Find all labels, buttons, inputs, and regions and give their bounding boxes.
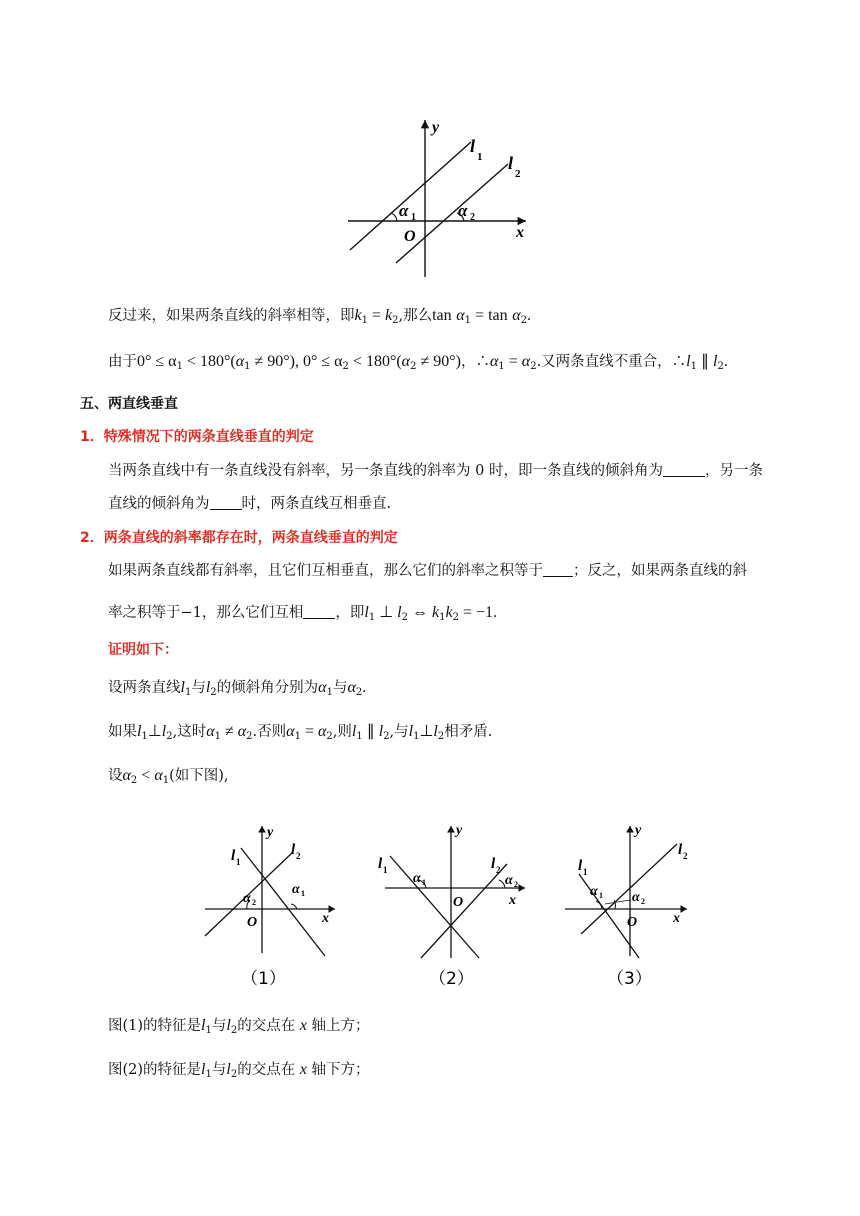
blank-angle-1[interactable] (663, 462, 705, 477)
label-alpha2-sub: 2 (470, 212, 475, 223)
svg-text:x: x (673, 911, 680, 926)
svg-text:y: y (456, 823, 463, 838)
svg-text:x: x (509, 893, 516, 908)
svg-text:2: 2 (296, 851, 301, 861)
svg-text:y: y (267, 825, 274, 840)
angle-arc-1 (391, 213, 397, 221)
svg-text:α: α (632, 890, 640, 905)
blank-product[interactable] (543, 562, 573, 577)
proof-line1: 设两条直线$l_1$与$l_2$的倾斜角分别为$\alpha_1$与$\alpha_2$. (108, 679, 367, 698)
svg-text:l: l (491, 856, 496, 872)
svg-text:l: l (578, 858, 583, 874)
caption-3: （3） (607, 969, 652, 989)
proof-line2: 如果$l_1\perp l_2$,这时$\alpha_1 \ne \alpha_2$.否则$\alpha_1 = \alpha_2$,则$l_1$ ∥ $l_2$,与$l_1\perp l_2$相矛盾. (108, 723, 493, 742)
label-l1-sub: 1 (477, 151, 483, 163)
sub1-line1: 当两条直线中有一条直线没有斜率，另一条直线的斜率为 0 时，即一条直线的倾斜角为 ，另一条 (108, 463, 763, 479)
svg-text:1: 1 (599, 891, 603, 900)
svg-text:y: y (635, 823, 642, 838)
svg-text:2: 2 (514, 880, 518, 889)
svg-text:O: O (453, 895, 464, 910)
blank-relation[interactable] (303, 604, 335, 619)
svg-text:1: 1 (301, 889, 305, 898)
caption-2: （2） (429, 969, 474, 989)
proof-line3: 设$\alpha_2 < \alpha_1$(如下图), (108, 767, 229, 786)
svg-text:α: α (243, 891, 251, 906)
paragraph-converse: 反过来，如果两条直线的斜率相等，即$k_1 = k_2$,那么$\tan \alpha_1 = \tan \alpha_2$. (108, 307, 532, 326)
subheading-special-case: 1．特殊情况下的两条直线垂直的判定 (80, 429, 314, 445)
svg-text:O: O (247, 915, 258, 930)
blank-angle-2[interactable] (210, 495, 242, 510)
feature-figure-1: 图(1)的特征是$l_1$与$l_2$的交点在 x 轴上方； (108, 1017, 370, 1036)
label-alpha2: α (458, 201, 468, 220)
caption-1: （1） (241, 969, 286, 989)
svg-text:1: 1 (236, 857, 241, 867)
svg-text:α: α (505, 873, 513, 888)
sub2-line1: 如果两条直线都有斜率，且它们互相垂直，那么它们的斜率之积等于 ；反之，如果两条直线的斜 (108, 563, 747, 579)
svg-text:l: l (231, 848, 236, 864)
label-l2-sub: 2 (515, 168, 521, 180)
figure-parallel-lines (340, 112, 540, 282)
feature-figure-2: 图(2)的特征是$l_1$与$l_2$的交点在 x 轴下方； (108, 1061, 370, 1080)
svg-text:l: l (291, 842, 296, 858)
label-alpha1: α (399, 201, 409, 220)
svg-text:2: 2 (496, 865, 501, 875)
svg-text:α: α (590, 884, 598, 899)
svg-text:l: l (378, 856, 383, 872)
svg-text:α: α (413, 871, 421, 886)
svg-text:α: α (292, 882, 300, 897)
label-alpha1-sub: 1 (411, 212, 416, 223)
svg-text:1: 1 (383, 865, 388, 875)
svg-text:2: 2 (683, 851, 688, 861)
sub1-line2: 直线的倾斜角为 时，两条直线互相垂直. (108, 496, 392, 512)
figure-three-cases (195, 818, 705, 996)
label-l1: l (470, 136, 476, 156)
label-origin: O (404, 228, 416, 245)
figure-case-3 (565, 823, 688, 989)
svg-text:1: 1 (583, 867, 588, 877)
svg-text:2: 2 (252, 898, 256, 907)
figure-case-1 (205, 825, 335, 989)
section-heading-perpendicular: 五、两直线垂直 (80, 396, 178, 412)
svg-text:O: O (627, 915, 638, 930)
proof-heading: 证明如下： (108, 642, 178, 658)
figure-case-2 (378, 823, 525, 989)
svg-text:1: 1 (422, 878, 426, 887)
subheading-slopes-exist: 2．两条直线的斜率都存在时，两条直线垂直的判定 (80, 530, 398, 546)
label-l2: l (508, 153, 514, 173)
svg-text:x: x (322, 911, 329, 926)
svg-text:l: l (678, 842, 683, 858)
sub2-line2: 率之积等于−1，那么它们互相 ，即$l_1$ ⊥ $l_2$ ⇔ $k_1k_2 = -1$. (108, 604, 497, 623)
svg-text:2: 2 (641, 897, 645, 906)
label-x: x (516, 224, 524, 241)
label-y: y (432, 119, 440, 136)
paragraph-since: 由于$0^\circ \le \alpha_1 < 180^\circ(\alpha_1 \ne 90^\circ)$, $0^\circ \le \alpha_2 < 180^\circ(\alpha_2 \ne 90^\circ)$，$\therefore\alpha_1 = \alpha_2$.又两条直线不重合，$\therefore l_1$ ∥ $l_2$. (108, 353, 728, 372)
